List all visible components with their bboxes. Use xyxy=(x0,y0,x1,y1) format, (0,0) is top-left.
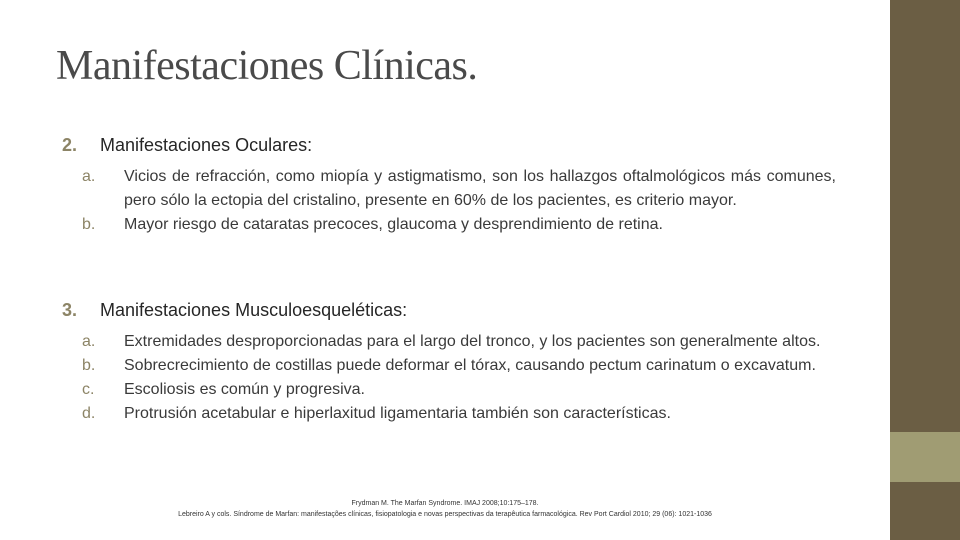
list-item xyxy=(62,165,842,213)
reference-line: Lebreiro A y cols. Síndrome de Marfan: manifestações clínicas, fisiopatologia e novas perspectivas da terapêutica farmacológica. Rev Port Cardiol 2010; 29 (06): 1021-1036 xyxy=(178,511,712,518)
item-letter: a. xyxy=(82,333,96,350)
item-text: Protrusión acetabular e hiperlaxitud ligamentaria también son características. xyxy=(124,405,671,422)
sidebar-block-bottom xyxy=(890,482,960,540)
item-letter: b. xyxy=(82,216,96,233)
slide-title: Manifestaciones Clínicas. xyxy=(56,43,478,89)
item-letter: c. xyxy=(82,381,95,398)
list-item xyxy=(62,213,842,237)
section-ocular xyxy=(62,133,842,237)
item-text: Sobrecrecimiento de costillas puede deformar el tórax, causando pectum carinatum o excavatum. xyxy=(124,357,816,374)
references xyxy=(0,498,890,520)
item-text: Escoliosis es común y progresiva. xyxy=(124,381,365,398)
section-heading xyxy=(62,133,842,157)
section-heading-label: Manifestaciones Musculoesqueléticas: xyxy=(100,300,408,320)
section-number: 2. xyxy=(62,135,78,155)
sidebar-block-top xyxy=(890,0,960,432)
section-number: 3. xyxy=(62,300,78,320)
list-item xyxy=(62,402,842,426)
section-heading-label: Manifestaciones Oculares: xyxy=(100,135,313,155)
item-list xyxy=(62,165,842,237)
reference-line: Frydman M. The Marfan Syndrome. IMAJ 2008;10:175–178. xyxy=(351,500,539,507)
list-item xyxy=(62,330,842,354)
list-item xyxy=(62,378,842,402)
item-letter: d. xyxy=(82,405,96,422)
decorative-sidebar xyxy=(890,0,960,540)
section-heading xyxy=(62,298,842,322)
item-letter: b. xyxy=(82,357,96,374)
list-item xyxy=(62,354,842,378)
item-text: Extremidades desproporcionadas para el largo del tronco, y los pacientes son generalmente altos. xyxy=(124,333,821,350)
item-text: Vicios de refracción, como miopía y astigmatismo, son los hallazgos oftalmológicos más comunes, pero sólo la ectopia del cristalino, presente en 60% de los pacientes, es criterio mayor. xyxy=(124,168,836,209)
item-list xyxy=(62,330,842,426)
sidebar-block-accent xyxy=(890,432,960,482)
item-text: Mayor riesgo de cataratas precoces, glaucoma y desprendimiento de retina. xyxy=(124,216,663,233)
item-letter: a. xyxy=(82,168,96,185)
section-musculoskeletal xyxy=(62,298,842,426)
